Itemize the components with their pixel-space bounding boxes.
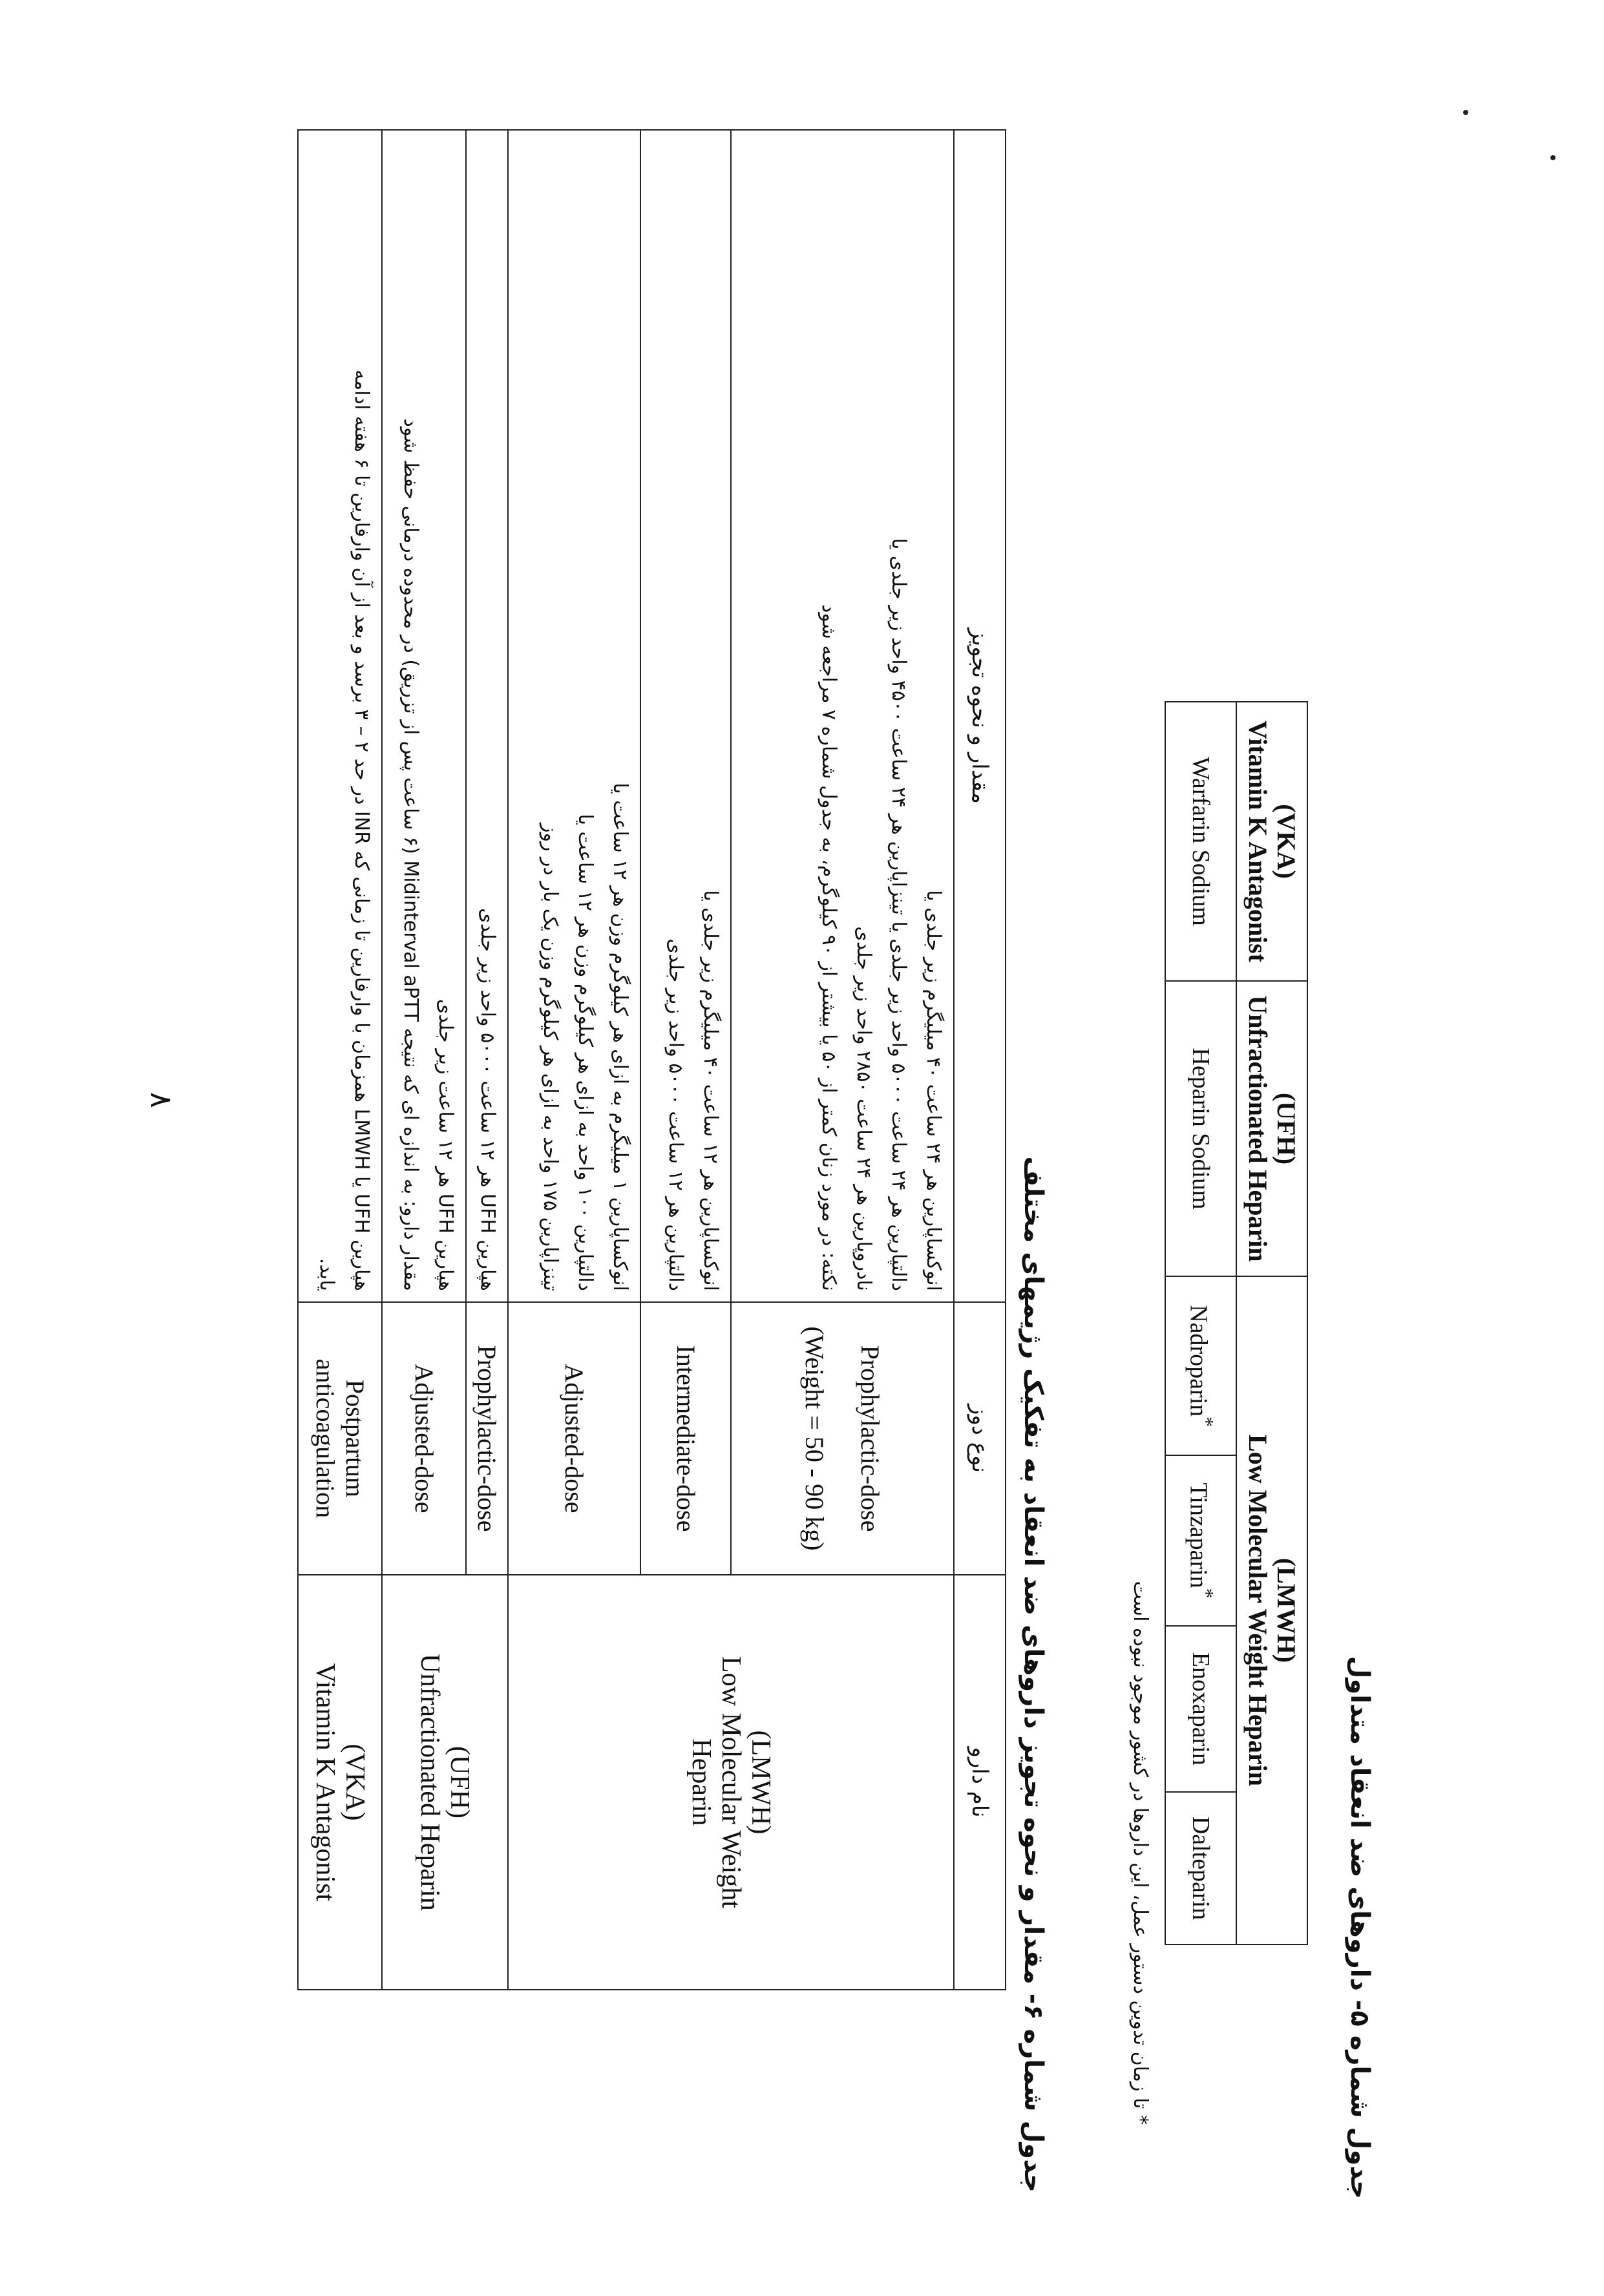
t6-dose-type-header: نوع دوز [954, 1302, 1006, 1575]
t5-warfarin-cell: Warfarin Sodium [1165, 702, 1236, 981]
t6-ufh-prophylactic-amount: هپارین UFH هر ۱۲ ساعت ۵۰۰۰ واحد زیر جلدی [466, 130, 508, 1302]
t5-ufh-header: (UFH) Unfractionated Heparin [1236, 981, 1307, 1276]
t5-lmwh-header: (LMWH) Low Molecular Weight Heparin [1236, 1276, 1307, 1944]
t6-lmwh-prophylactic-dose: Prophylactic-dose (Weight = 50 - 90 kg) [731, 1302, 954, 1575]
t5-tinzaparin-cell: Tinzaparin* [1165, 1455, 1236, 1625]
t6-vka-dose: Postpartum anticoagulation [298, 1302, 382, 1575]
table5-footnote: * تا زمان تدوین دستور عمل، این داروها در کشور موجود نبوده است [1129, 1581, 1152, 2125]
t6-ufh-adjusted-dose: Adjusted-dose [382, 1302, 466, 1575]
t5-vka-header: (VKA) Vitamin K Antagonist [1236, 702, 1307, 981]
t6-lmwh-intermediate-amount: انوکساپارین هر ۱۲ ساعت ۴۰ میلیگرم زیر جلدی یا دالتپارین هر ۱۲ ساعت ۵۰۰۰ واحد زیر جلدی [640, 130, 731, 1302]
t6-drug-name-header: نام دارو [954, 1575, 1006, 1990]
t5-nadroparin-cell: Nadroparin* [1165, 1276, 1236, 1455]
t6-lmwh-adjusted-dose: Adjusted-dose [508, 1302, 640, 1575]
t5-heparin-cell: Heparin Sodium [1165, 981, 1236, 1276]
t6-amount-header: مقدار و نحوه تجویز [954, 130, 1006, 1302]
table6 [297, 129, 1006, 1990]
t6-lmwh-intermediate-dose: Intermediate-dose [640, 1302, 731, 1575]
page-number: ۸ [144, 1092, 179, 1108]
t6-ufh-adjusted-amount: هپارین UFH هر ۱۲ ساعت زیر جلدی مقدار دارو: به اندازه ای که نتیجه Midinterval aPTT (۶ ساعت پس از تزریق) در محدوده درمانی حفظ شود [382, 130, 466, 1302]
t6-vka-name: (VKA) Vitamin K Antagonist [298, 1575, 382, 1990]
scan-speck [1463, 110, 1468, 115]
t6-ufh-name: (UFH) Unfractionated Heparin [382, 1575, 508, 1990]
t5-dalteparin-cell: Dalteparin [1165, 1792, 1236, 1944]
t6-lmwh-adjusted-amount: انوکساپارین ۱ میلیگرم به ازای هر کیلوگرم وزن هر ۱۲ ساعت یا دالتپارین ۱۰۰ واحد به ازای هر کیلوگرم وزن هر ۱۲ ساعت یا تینزاپارین ۱۷۵ واحد به ازای هر کیلوگرم وزن یک بار در روز [508, 130, 640, 1302]
table6-title: جدول شماره ۶- مقدار و نحوه تجویز داروهای ضد انعقاد به تفکیک رژیمهای مختلف [1018, 1156, 1048, 2193]
table5 [1165, 701, 1308, 1945]
t6-lmwh-prophylactic-amount: انوکساپارین هر ۲۴ ساعت ۴۰ میلیگرم زیر جلدی یا دالتپارین هر ۲۴ ساعت ۵۰۰۰ واحد زیر جلدی یا تینزاپارین هر ۲۴ ساعت ۴۵۰۰ واحد زیر جلدی یا نادروپارین هر ۲۴ ساعت ۲۸۵۰ واحد زیر جلدی نکته: در مورد زنان کمتر از ۵۰ یا بیشتر از ۹۰ کیلوگرم، به جدول شماره ۷ مراجعه شود [731, 130, 954, 1302]
scan-speck [1550, 155, 1556, 160]
table5-title: جدول شماره ۵- داروهای ضد انعقاد متداول [1345, 1656, 1375, 2199]
t6-ufh-prophylactic-dose: Prophylactic-dose [466, 1302, 508, 1575]
t6-lmwh-name: (LMWH) Low Molecular Weight Heparin [508, 1575, 954, 1990]
t5-enoxaparin-cell: Enoxaparin [1165, 1626, 1236, 1792]
t6-vka-amount: هپارین UFH یا LMWH همزمان با وارفارین تا زمانی که INR در حد ۲ – ۳ برسد و بعد از آن وارفارین تا ۶ هفته ادامه یابد. [298, 130, 382, 1302]
